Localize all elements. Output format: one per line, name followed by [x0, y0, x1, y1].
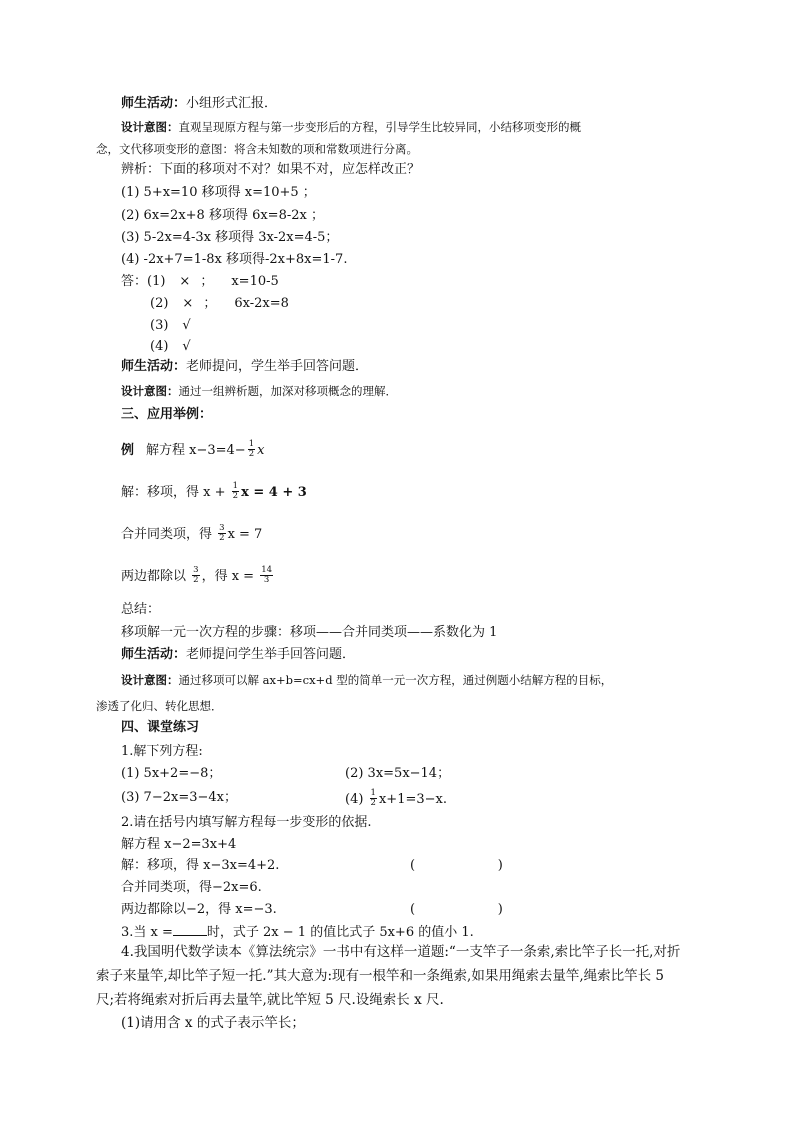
design-intent-3-line-2: 渗透了化归、转化思想． — [96, 699, 223, 713]
activity-text: 老师提问学生举手回答问题． — [186, 647, 356, 662]
analysis-title: 辨析：下面的移项对不对？如果不对，应怎样改正？ — [121, 162, 421, 177]
exercise-2-paren-2[interactable]: ( ) — [410, 902, 503, 917]
answer-num: (4) — [150, 339, 169, 354]
design-intent-text: 通过一组辨析题，加深对移项概念的理解． — [178, 384, 397, 398]
exercise-2-paren-1[interactable]: ( ) — [410, 858, 503, 873]
fraction-denominator: 2 — [232, 491, 239, 501]
fraction-numerator: 3 — [193, 565, 199, 575]
activity-text: 老师提问，学生举手回答问题． — [186, 359, 369, 374]
answer-blank[interactable] — [173, 923, 207, 936]
fraction-numerator: 14 — [261, 565, 273, 575]
solution-step-2 — [121, 525, 262, 544]
answer-mark: √ — [182, 339, 191, 354]
section-4-title: 四、课堂练习 — [121, 720, 200, 735]
example-tail: x — [257, 443, 265, 458]
activity-line-3 — [121, 647, 355, 663]
activity-label: 师生活动： — [121, 647, 187, 662]
fraction-numerator: 1 — [370, 788, 376, 798]
fraction-denominator: 2 — [219, 533, 225, 543]
design-intent-1-line-1 — [121, 119, 581, 135]
exercise-2-step-3: 两边都除以−2，得 x=−3. — [121, 902, 277, 917]
math-expr: x = 7 — [227, 527, 263, 542]
answer-row-2 — [150, 296, 289, 312]
design-intent-1-line-2: 念，文代移项变形的意图：将含未知数的项和常数项进行分离。 — [96, 142, 418, 156]
exercise-2-title: 2.请在括号内填写解方程每一步变形的依据. — [121, 815, 372, 830]
step-text: 合并同类项，得 — [121, 527, 217, 542]
answer-sep: ； — [203, 296, 217, 311]
exercise-1-b: (2) 3x=5x−14； — [345, 766, 451, 781]
exercise-1-title: 1.解下列方程: — [121, 744, 203, 759]
answer-num: (2) — [150, 296, 169, 311]
design-intent-2 — [121, 383, 397, 399]
answer-num: (3) — [150, 318, 169, 333]
exercise-3 — [121, 923, 474, 941]
exercise-1-d-post: x+1=3−x. — [378, 792, 447, 807]
exercise-2-step-2: 合并同类项，得−2x=6. — [121, 880, 262, 895]
fraction-denominator: 3 — [263, 575, 270, 585]
answer-fix: x=10-5 — [231, 274, 279, 289]
activity-label: 师生活动： — [121, 359, 187, 374]
fraction-denominator: 2 — [370, 798, 376, 808]
design-intent-text: 通过移项可以解 ax+b=cx+d 型的简单一元一次方程，通过例题小结解方程的目标， — [178, 673, 613, 687]
fraction — [232, 482, 239, 501]
analysis-item-2: (2) 6x=2x+8 移项得 6x=8-2x ； — [121, 208, 324, 223]
step-text: 解：移项，得 — [121, 485, 204, 500]
activity-line-2 — [121, 359, 368, 375]
analysis-item-3: (3) 5-2x=4-3x 移项得 3x-2x=4-5； — [121, 230, 339, 245]
math-expr: x + — [203, 485, 230, 500]
fraction — [192, 566, 199, 585]
solution-step-3 — [121, 567, 275, 586]
fraction — [218, 524, 225, 543]
activity-text: 小组形式汇报． — [186, 96, 278, 111]
exercise-4-line-1: 4.我国明代数学读本《算法统宗》一书中有这样一道题:“一支竿子一条索,索比竿子长一托,对折 — [121, 944, 681, 960]
fraction-numerator: 1 — [248, 439, 255, 449]
answer-row-1 — [121, 274, 279, 290]
fraction-denominator: 2 — [248, 449, 255, 459]
design-intent-label: 设计意图： — [121, 384, 179, 398]
example-label: 例 — [121, 443, 135, 458]
step-text: 两边都除以 — [121, 569, 191, 584]
step-mid: ，得 — [201, 569, 232, 584]
exercise-2-equation: 解方程 x−2=3x+4 — [121, 837, 237, 852]
fraction — [370, 789, 377, 808]
math-expr: x = — [231, 569, 259, 584]
exercise-3-pre: 3.当 x = — [121, 925, 173, 940]
exercise-4-question-1: (1)请用含 x 的式子表示竿长； — [121, 1015, 305, 1031]
summary-text: 移项解一元一次方程的步骤：移项——合并同类项——系数化为 1 — [121, 625, 498, 640]
fraction-numerator: 3 — [219, 523, 225, 533]
exercise-1-d — [345, 790, 447, 809]
activity-label: 师生活动： — [121, 96, 187, 111]
summary-title: 总结： — [121, 602, 161, 617]
exercise-3-post: 时，式子 2x − 1 的值比式子 5x+6 的值小 1. — [206, 925, 474, 940]
fraction — [260, 566, 273, 585]
activity-line-1 — [121, 96, 277, 112]
answer-row-3 — [150, 318, 191, 334]
analysis-item-4: (4) -2x+7=1-8x 移项得-2x+8x=1-7. — [121, 252, 348, 267]
exercise-4-line-3: 尺;若将绳索对折后再去量竿,就比竿短 5 尺.设绳索长 x 尺. — [96, 992, 444, 1008]
fraction — [248, 440, 255, 459]
example-equation: 解方程 x−3=4− — [146, 443, 246, 458]
answer-row-4 — [150, 339, 191, 355]
exercise-1-a: (1) 5x+2=−8； — [121, 766, 222, 781]
design-intent-text: 直观呈现原方程与第一步变形后的方程，引导学生比较异同，小结移项变形的概 — [178, 120, 581, 134]
answer-mark: × — [182, 296, 194, 311]
answer-mark: × — [179, 274, 191, 289]
analysis-item-1: (1) 5+x=10 移项得 x=10+5 ； — [121, 185, 316, 200]
design-intent-3-line-1 — [121, 672, 612, 688]
section-3-title: 三、应用举例： — [121, 407, 213, 422]
answer-sep: ； — [200, 274, 214, 289]
example-line — [121, 441, 264, 460]
exercise-1-c: (3) 7−2x=3−4x； — [121, 790, 237, 805]
exercise-2-step-1: 解：移项，得 x−3x=4+2. — [121, 858, 280, 873]
fraction-denominator: 2 — [193, 575, 199, 585]
answer-mark: √ — [182, 318, 191, 333]
solution-step-1 — [121, 483, 307, 502]
exercise-4-line-2: 索子来量竿,却比竿子短一托.”其大意为:现有一根竿和一条绳索,如果用绳索去量竿,绳索比竿长 5 — [96, 968, 664, 984]
design-intent-label: 设计意图： — [121, 673, 179, 687]
fraction-numerator: 1 — [232, 481, 239, 491]
math-expr: x = 4 + 3 — [241, 485, 307, 500]
answer-num: 答：(1) — [121, 274, 166, 289]
design-intent-label: 设计意图： — [121, 120, 179, 134]
exercise-1-d-pre: (4) — [345, 792, 368, 807]
answer-fix: 6x-2x=8 — [234, 296, 289, 311]
